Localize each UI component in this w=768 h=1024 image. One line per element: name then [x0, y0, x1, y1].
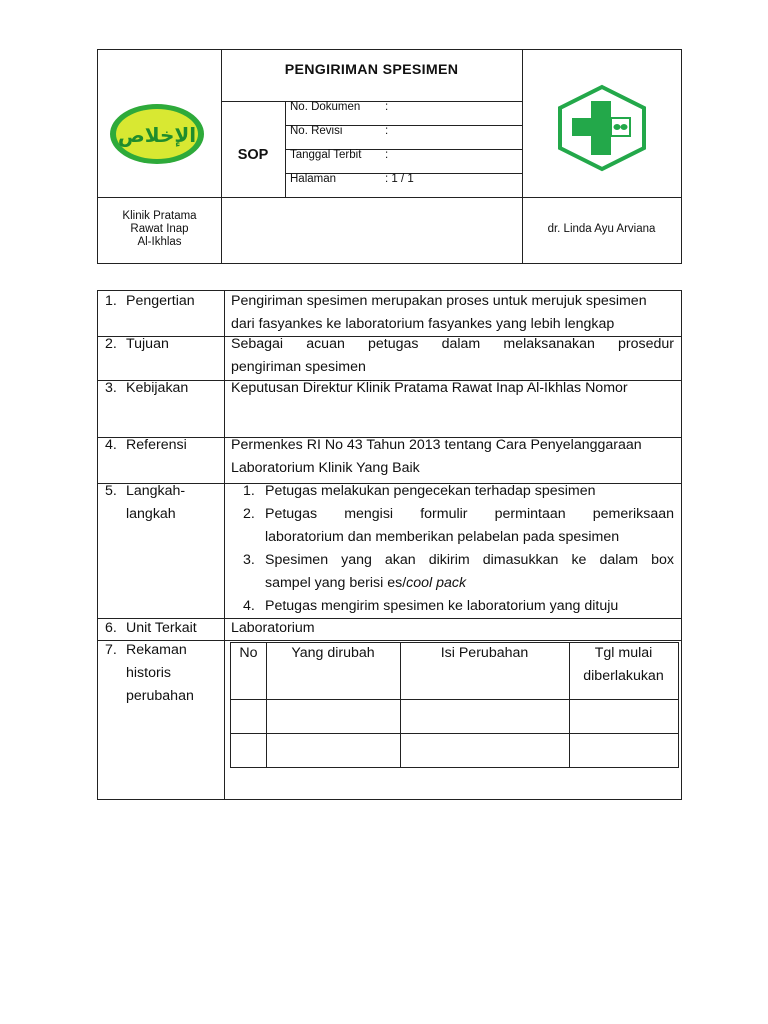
- content-tujuan: [231, 333, 674, 379]
- step-text: [265, 480, 674, 503]
- content-kebijakan: [231, 377, 674, 400]
- row-number: 1.: [105, 293, 117, 309]
- al-ikhlas-logo: [108, 102, 206, 166]
- row-number: 3.: [105, 380, 117, 396]
- text-line: Sebagai acuan petugas dalam melaksanakan prosedur: [231, 336, 674, 352]
- label-kebijakan: Kebijakan: [126, 380, 189, 396]
- text-fragment: sampel yang berisi es/: [265, 575, 407, 591]
- label-line: historis: [126, 665, 171, 681]
- text-line: pengiriman spesimen: [231, 359, 366, 375]
- page-title: PENGIRIMAN SPESIMEN: [284, 62, 459, 78]
- revision-history-table: [230, 642, 679, 768]
- text-line: dari fasyankes ke laboratorium fasyankes yang lebih lengkap: [231, 316, 615, 332]
- puskesmas-cross-logo: [555, 84, 649, 172]
- step-text: [265, 503, 674, 549]
- step-number: 2.: [243, 506, 255, 522]
- header-divider-bottom: [98, 197, 681, 198]
- meta-label-dokumen: No. Dokumen: [290, 101, 361, 113]
- meta-label-revisi: No. Revisi: [290, 125, 343, 137]
- step-number: 3.: [243, 552, 255, 568]
- text-line: Laboratorium Klinik Yang Baik: [231, 460, 420, 476]
- text-line: Keputusan Direktur Klinik Pratama Rawat Inap Al-Ikhlas Nomor: [231, 380, 628, 396]
- meta-value-revisi: :: [385, 125, 389, 137]
- content-unit-terkait: Laboratorium: [231, 620, 315, 636]
- step-number: 1.: [243, 483, 255, 499]
- sop-body-table: [97, 290, 682, 800]
- org-line-2: Rawat Inap: [130, 223, 189, 235]
- text-line: [265, 572, 674, 595]
- svg-text:الإخلاص: الإخلاص: [117, 123, 197, 147]
- label-line: Langkah-: [126, 483, 186, 499]
- header-line: Tgl mulai: [594, 645, 653, 661]
- text-line: Spesimen yang akan dikirim dimasukkan ke dalam box: [265, 552, 674, 568]
- label-column-divider: [224, 291, 225, 799]
- meta-value-dokumen: :: [385, 101, 389, 113]
- text-line: Petugas melakukan pengecekan terhadap spesimen: [265, 483, 596, 499]
- sop-header: [97, 49, 682, 264]
- content-referensi: [231, 434, 674, 480]
- text-fragment-italic: cool pack: [406, 575, 467, 591]
- label-langkah: [126, 480, 185, 526]
- label-line: Rekaman: [126, 642, 187, 658]
- row-number: 4.: [105, 437, 117, 453]
- text-line: Petugas mengisi formulir permintaan pemeriksaan: [265, 506, 674, 522]
- content-pengertian: [231, 290, 674, 336]
- label-tujuan: Tujuan: [126, 336, 169, 352]
- org-line-3: Al-Ikhlas: [137, 236, 182, 248]
- label-line: langkah: [126, 506, 176, 522]
- label-pengertian: Pengertian: [126, 293, 195, 309]
- col-header-isi-perubahan: Isi Perubahan: [440, 645, 529, 661]
- meta-label-tanggal: Tanggal Terbit: [290, 149, 362, 161]
- col-header-no: No: [239, 645, 258, 661]
- title-divider: [221, 101, 522, 102]
- label-line: perubahan: [126, 688, 194, 704]
- text-line: laboratorium dan memberikan pelabelan pada spesimen: [265, 529, 620, 545]
- label-referensi: Referensi: [126, 437, 187, 453]
- meta-value-halaman: : 1 / 1: [385, 173, 414, 185]
- step-number: 4.: [243, 598, 255, 614]
- label-unit-terkait: Unit Terkait: [126, 620, 197, 636]
- text-line: Permenkes RI No 43 Tahun 2013 tentang Cara Penyelanggaraan: [231, 437, 642, 453]
- org-name: [98, 210, 221, 249]
- row-number: 2.: [105, 336, 117, 352]
- step-text: [265, 595, 674, 618]
- row-number: 5.: [105, 483, 117, 499]
- meta-value-tanggal: :: [385, 149, 389, 161]
- col-header-tgl: [569, 642, 678, 688]
- org-line-1: Klinik Pratama: [122, 210, 197, 222]
- signatory: dr. Linda Ayu Arviana: [547, 223, 656, 235]
- table-row: [231, 699, 678, 700]
- row-number: 7.: [105, 642, 117, 658]
- text-line: Pengiriman spesimen merupakan proses untuk merujuk spesimen: [231, 293, 647, 309]
- step-text: [265, 549, 674, 595]
- label-rekaman: [126, 639, 194, 708]
- col-header-yang-dirubah: Yang dirubah: [291, 645, 375, 661]
- row-number: 6.: [105, 620, 117, 636]
- sop-label: SOP: [237, 147, 269, 163]
- header-line: diberlakukan: [583, 668, 664, 684]
- table-row: [231, 733, 678, 734]
- text-line: Petugas mengirim spesimen ke laboratorium yang dituju: [265, 598, 619, 614]
- meta-label-halaman: Halaman: [290, 173, 337, 185]
